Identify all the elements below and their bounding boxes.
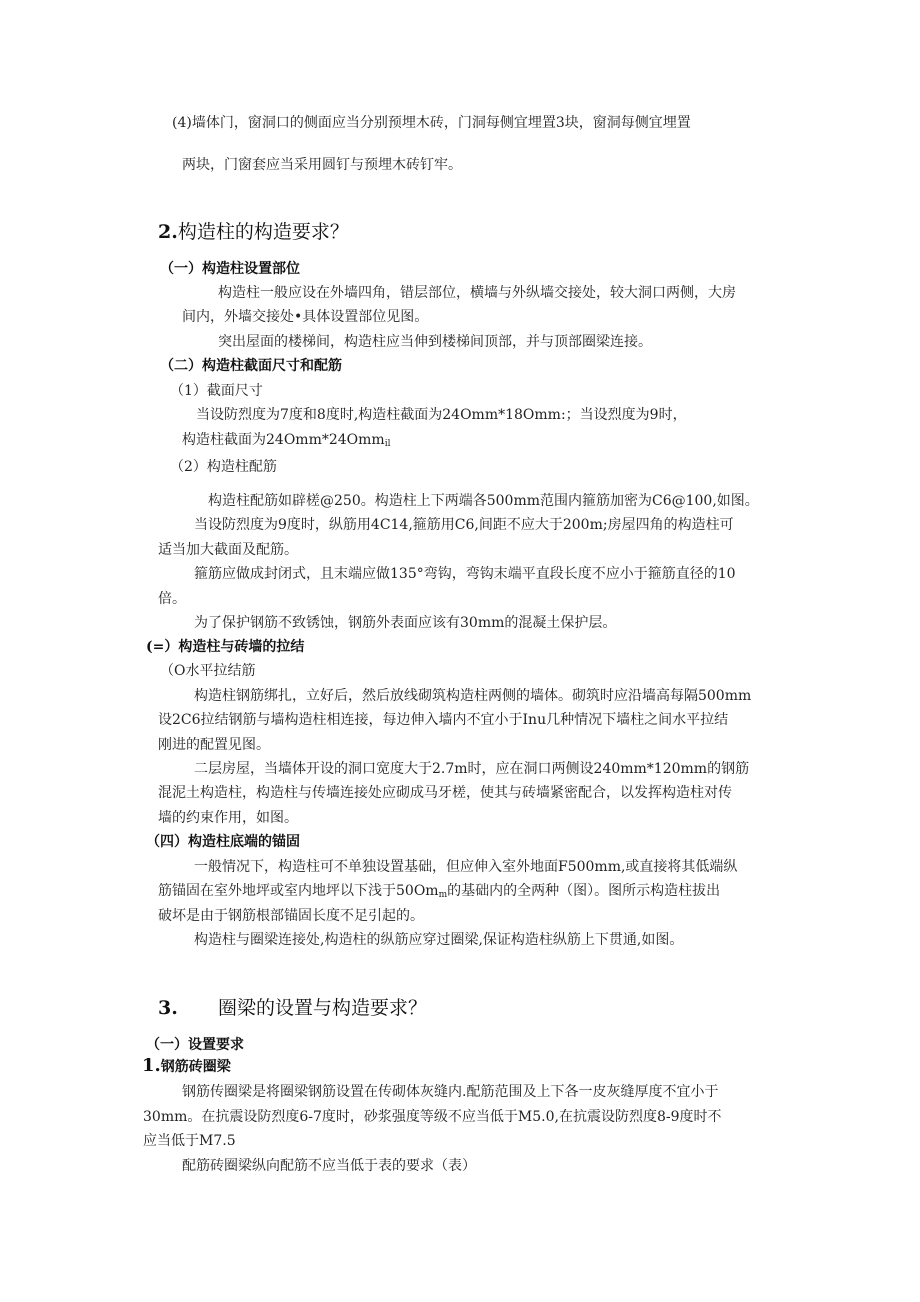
s3-item-1-title: 钢筋砖圈梁 [160, 1059, 231, 1075]
s2-part4-heading: （四）构造柱底端的锚固 [146, 834, 300, 850]
s2-part3-line-1: 构造柱钢筋绑扎，立好后，然后放线砌筑构造柱两侧的墙体。砌筑时应沿墙高每隔500mm [194, 688, 752, 704]
s3-part1-line-2: 30mm。在抗震设防烈度6-7度时，砂浆强度等级不应当低于M5.0,在抗震设防烈度8-9度时不 [143, 1109, 722, 1125]
s2-part4-line-3: 破坏是由于钢筋根部锚固长度不足引起的。 [158, 908, 424, 924]
s2-part2-line-6: 箍筋应做成封闭式，且末端应做135°弯钩，弯钩末端平直段长度不应小于箍筋直径的10 [194, 566, 736, 582]
s3-item-1-number: 1. [142, 1055, 161, 1076]
intro-line-2: 两块，门窗套应当采用圆钉与预埋木砖钉牢。 [182, 157, 462, 173]
s2-part3-line-5: 混泥土构造柱，构造柱与传墙连接处应砌成马牙槎，使其与砖墙紧密配合，以发挥构造柱对传 [158, 785, 732, 801]
s2-part1-line-3: 突出屋面的楼梯间，构造柱应当伸到楼梯间顶部，并与顶部圈梁连接。 [218, 334, 652, 350]
s2-part1-line-2: 间内，外墙交接处•具体设置部位见图。 [182, 309, 429, 325]
section-2-heading [158, 219, 349, 245]
s2-part1-heading: （一）构造柱设置部位 [160, 261, 300, 277]
s2-part2-heading: （二）构造柱截面尺寸和配筋 [160, 358, 342, 374]
s2-part2-line-8: 为了保护钢筋不致锈蚀，钢筋外表面应该有30mm的混凝土保护层。 [194, 615, 617, 631]
s2-part2-line-2-sub: il [384, 439, 391, 449]
s2-part3-line-3: 刚进的配置见图。 [158, 737, 270, 753]
section-3-number: 3. [158, 997, 178, 1019]
section-3-title: 圈梁的设置与构造要求？ [218, 997, 428, 1019]
s2-part3-line-6: 墙的约束作用，如图。 [158, 810, 298, 826]
s2-part4-line-2-b: 的基础内的全两种（图）。图所示构造柱拔出 [447, 883, 721, 899]
s2-part2-line-3: 构造柱配筋如辟槎@250。构造柱上下两端各500mm范围内箍筋加密为C6@100,如图。 [208, 493, 759, 509]
section-2-title: 构造柱的构造要求？ [177, 221, 349, 243]
s3-item-1-heading [142, 1056, 231, 1077]
s2-part2-line-7: 倍。 [158, 591, 186, 607]
s2-part2-sub-1: （1）截面尺寸 [170, 383, 263, 399]
s2-part3-line-2: 设2C6拉结钢筋与墙构造柱相连接，每边伸入墙内不宜小于Inu几种情况下墙柱之间水平拉结 [158, 712, 729, 728]
s3-part1-heading: （一）设置要求 [146, 1037, 244, 1053]
s3-part1-line-4: 配筋砖圈梁纵向配筋不应当低于表的要求（表） [182, 1158, 476, 1174]
s2-part3-sub-1: （O水平拉结筋 [160, 663, 256, 679]
s2-part2-line-1: 当设防烈度为7度和8度时,构造柱截面为24Omm*18Omm:；当设烈度为9时， [196, 407, 687, 423]
s2-part4-line-2 [158, 881, 720, 905]
section-2-number: 2. [158, 221, 178, 243]
s2-part2-line-4: 当设防烈度为9度时，纵筋用4C14,箍筋用C6,间距不应大于200m;房屋四角的构造柱可 [194, 517, 734, 533]
s2-part3-heading: (=）构造柱与砖墙的拉结 [146, 639, 305, 655]
intro-line-1: (4)墙体门，窗洞口的侧面应当分别预埋木砖，门洞每侧宜埋置3块，窗洞每侧宜埋置 [172, 115, 691, 131]
s2-part4-line-4: 构造柱与圈梁连接处,构造柱的纵筋应穿过圈梁,保证构造柱纵筋上下贯通,如图。 [194, 932, 684, 948]
s2-part2-line-2 [182, 430, 390, 454]
s2-part4-line-1: 一般情况下，构造柱可不单独设置基础，但应伸入室外地面F500mm,或直接将其低端纵 [194, 859, 738, 875]
s2-part1-line-1: 构造柱一般应设在外墙四角，错层部位，横墙与外纵墙交接处，较大洞口两侧，大房 [218, 285, 736, 301]
s2-part2-line-2-main: 构造柱截面为24Omm*24Omm [182, 432, 385, 448]
s2-part3-line-4: 二层房屋，当墙体开设的洞口宽度大于2.7m时，应在洞口两侧设240mm*120mm的钢筋 [194, 761, 750, 777]
s2-part2-line-5: 适当加大截面及配筋。 [158, 542, 298, 558]
s2-part4-line-2-sub: m [438, 890, 448, 900]
s3-part1-line-3: 应当低于M7.5 [143, 1133, 236, 1149]
section-3-heading [158, 995, 178, 1021]
s2-part4-line-2-a: 筋锚固在室外地坪或室内地坪以下浅于50Om [158, 883, 439, 899]
s2-part2-sub-2: （2）构造柱配筋 [170, 459, 277, 475]
s3-part1-line-1: 钢筋传圈梁是将圈梁钢筋设置在传砌体灰缝内.配筋范围及上下各一皮灰缝厚度不宜小于 [182, 1084, 719, 1100]
